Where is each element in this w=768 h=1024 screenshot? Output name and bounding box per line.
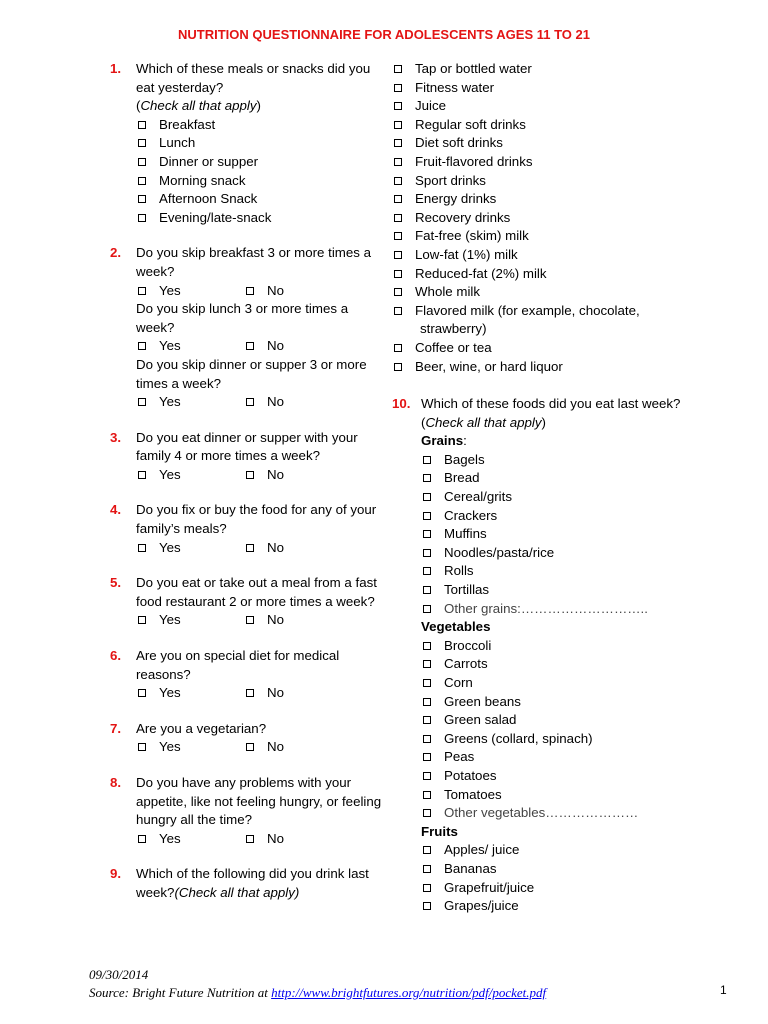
checkbox-option[interactable]: Green beans	[421, 693, 732, 712]
checkbox-option[interactable]: Juice	[392, 97, 732, 116]
checkbox-option[interactable]: Tomatoes	[421, 786, 732, 805]
checkbox-option[interactable]: Afternoon Snack	[136, 190, 390, 209]
question-text: Are you on special diet for medical reasons?	[136, 648, 340, 682]
checkbox-icon[interactable]	[138, 342, 146, 350]
question-number: 8.	[110, 775, 122, 790]
checkbox-icon[interactable]	[246, 743, 254, 751]
yes-no-row	[136, 684, 390, 703]
checkbox-icon[interactable]	[246, 544, 254, 552]
checkbox-icon[interactable]	[394, 214, 402, 222]
yes-no-row	[136, 282, 390, 301]
yes-option[interactable]: Yes	[136, 466, 181, 485]
checkbox-icon[interactable]	[394, 102, 402, 110]
checkbox-option[interactable]: Fruit-flavored drinks	[392, 153, 732, 172]
checkbox-icon[interactable]	[423, 530, 431, 538]
checkbox-option[interactable]: Fat-free (skim) milk	[392, 227, 732, 246]
yes-no-row	[136, 539, 390, 558]
yes-no-row	[136, 337, 390, 356]
question-5	[110, 574, 390, 630]
checkbox-option[interactable]: Beer, wine, or hard liquor	[392, 358, 732, 377]
question-10	[392, 395, 732, 432]
question-text: Do you skip dinner or supper 3 or more times a week?	[136, 356, 367, 391]
checkbox-option[interactable]: Diet soft drinks	[392, 134, 732, 153]
yes-option[interactable]: Yes	[136, 282, 181, 301]
checkbox-icon[interactable]	[138, 689, 146, 697]
checkbox-option[interactable]: Cereal/grits	[421, 488, 732, 507]
checkbox-icon[interactable]	[246, 342, 254, 350]
checkbox-icon[interactable]	[423, 884, 431, 892]
checkbox-icon[interactable]	[394, 307, 402, 315]
checkbox-icon[interactable]	[394, 344, 402, 352]
checkbox-option[interactable]: Morning snack	[136, 172, 390, 191]
checkbox-option[interactable]: Grapes/juice	[421, 897, 732, 916]
right-column	[392, 60, 732, 916]
checkbox-icon[interactable]	[394, 139, 402, 147]
category-heading-fruits: Fruits	[421, 823, 458, 839]
checkbox-icon[interactable]	[138, 158, 146, 166]
question-number: 2.	[110, 245, 122, 261]
instruction-note: (Check all that apply)	[174, 884, 300, 900]
checkbox-icon[interactable]	[394, 65, 402, 73]
checkbox-option[interactable]: Energy drinks	[392, 190, 732, 209]
yes-option[interactable]: Yes	[136, 830, 181, 849]
checkbox-icon[interactable]	[423, 567, 431, 575]
checkbox-option[interactable]: Breakfast	[136, 116, 390, 135]
yes-option[interactable]: Yes	[136, 337, 181, 356]
checkbox-option[interactable]: Coffee or tea	[392, 339, 732, 358]
yes-option[interactable]: Yes	[136, 738, 181, 757]
question-number: 5.	[110, 575, 122, 591]
checkbox-option[interactable]: Low-fat (1%) milk	[392, 246, 732, 265]
checkbox-icon[interactable]	[138, 287, 146, 295]
checkbox-icon[interactable]	[246, 471, 254, 479]
no-option[interactable]: No	[244, 738, 284, 757]
no-option[interactable]: No	[244, 393, 284, 412]
checkbox-icon[interactable]	[423, 791, 431, 799]
checkbox-option[interactable]: Sport drinks	[392, 172, 732, 191]
yes-no-row	[136, 738, 390, 757]
checkbox-icon[interactable]	[423, 586, 431, 594]
question-2	[110, 244, 390, 411]
checkbox-icon[interactable]	[138, 398, 146, 406]
drinks-list	[392, 60, 732, 376]
checkbox-option[interactable]: Muffins	[421, 525, 732, 544]
question-number: 4.	[110, 502, 122, 518]
checkbox-icon[interactable]	[423, 679, 431, 687]
checkbox-option[interactable]: Flavored milk (for example, chocolate,	[392, 302, 732, 321]
checkbox-option[interactable]: Tortillas	[421, 581, 732, 600]
checkbox-icon[interactable]	[138, 177, 146, 185]
question-number: 9.	[110, 866, 122, 882]
instruction-note: (Check all that apply)	[136, 98, 261, 114]
checkbox-icon[interactable]	[246, 287, 254, 295]
checkbox-option[interactable]: Broccoli	[421, 637, 732, 656]
checkbox-icon[interactable]	[394, 121, 402, 129]
checkbox-icon[interactable]	[423, 660, 431, 668]
checkbox-icon[interactable]	[423, 474, 431, 482]
checkbox-icon[interactable]	[423, 642, 431, 650]
no-option[interactable]: No	[244, 830, 284, 849]
question-6	[110, 647, 390, 703]
checkbox-icon[interactable]	[423, 605, 431, 613]
checkbox-icon[interactable]	[394, 232, 402, 240]
no-option[interactable]: No	[244, 337, 284, 356]
question-text: Which of these meals or snacks did you eat yesterday?	[136, 61, 371, 95]
source-link[interactable]: http://www.brightfutures.org/nutrition/pdf/pocket.pdf	[271, 985, 547, 1000]
question-number: 3.	[110, 429, 122, 445]
checkbox-icon[interactable]	[394, 251, 402, 259]
instruction-note: (Check all that apply)	[421, 414, 546, 430]
checkbox-icon[interactable]	[394, 195, 402, 203]
question-7	[110, 720, 390, 757]
checkbox-option[interactable]: Reduced-fat (2%) milk	[392, 265, 732, 284]
question-9	[110, 865, 390, 902]
checkbox-option[interactable]: Greens (collard, spinach)	[421, 730, 732, 749]
question-text: Do you eat dinner or supper with your family 4 or more times a week?	[136, 429, 358, 464]
checkbox-option[interactable]: Bagels	[421, 451, 732, 470]
checkbox-option[interactable]: Whole milk	[392, 283, 732, 302]
other-grains-option[interactable]: Other grains:………………………..	[421, 600, 732, 619]
checkbox-icon[interactable]	[394, 177, 402, 185]
checkbox-icon[interactable]	[246, 398, 254, 406]
checkbox-icon[interactable]	[423, 493, 431, 501]
checkbox-icon[interactable]	[394, 270, 402, 278]
option-continuation: strawberry)	[420, 321, 487, 337]
question-text: Do you eat or take out a meal from a fast food restaurant 2 or more times a week?	[136, 575, 377, 609]
checkbox-option[interactable]: Dinner or supper	[136, 153, 390, 172]
checkbox-option[interactable]: Grapefruit/juice	[421, 879, 732, 898]
page-number: 1	[720, 983, 727, 997]
yes-no-row	[136, 466, 390, 485]
question-text: Do you fix or buy the food for any of your family’s meals?	[136, 502, 377, 537]
checkbox-option[interactable]: Green salad	[421, 711, 732, 730]
checkbox-icon[interactable]	[423, 753, 431, 761]
checkbox-icon[interactable]	[138, 471, 146, 479]
checkbox-icon[interactable]	[423, 735, 431, 743]
checkbox-option[interactable]: Rolls	[421, 562, 732, 581]
checkbox-icon[interactable]	[423, 809, 431, 817]
checkbox-option[interactable]: Bread	[421, 469, 732, 488]
checkbox-option[interactable]: Apples/ juice	[421, 841, 732, 860]
checkbox-icon[interactable]	[394, 84, 402, 92]
checkbox-icon[interactable]	[394, 363, 402, 371]
left-column	[110, 60, 390, 903]
checkbox-icon[interactable]	[138, 743, 146, 751]
checkbox-icon[interactable]	[138, 835, 146, 843]
checkbox-option[interactable]: Crackers	[421, 507, 732, 526]
checkbox-icon[interactable]	[423, 846, 431, 854]
question-1	[110, 60, 390, 227]
checkbox-icon[interactable]	[138, 616, 146, 624]
checkbox-option[interactable]: Corn	[421, 674, 732, 693]
checkbox-icon[interactable]	[138, 139, 146, 147]
checkbox-icon[interactable]	[423, 902, 431, 910]
checkbox-option[interactable]: Carrots	[421, 655, 732, 674]
checkbox-option[interactable]: Bananas	[421, 860, 732, 879]
checkbox-icon[interactable]	[246, 616, 254, 624]
question-number: 1.	[110, 61, 122, 76]
footer-date: 09/30/2014	[89, 967, 149, 982]
checkbox-option[interactable]: Fitness water	[392, 79, 732, 98]
checkbox-option[interactable]: Recovery drinks	[392, 209, 732, 228]
checkbox-icon[interactable]	[423, 865, 431, 873]
checkbox-icon[interactable]	[246, 689, 254, 697]
other-vegetables-option[interactable]: Other vegetables…………………	[421, 804, 732, 823]
checkbox-option[interactable]: Peas	[421, 748, 732, 767]
no-option[interactable]: No	[244, 684, 284, 703]
footer-source: Source: Bright Future Nutrition at http://www.brightfutures.org/nutrition/pdf/pocket.pdf	[89, 985, 547, 1000]
checkbox-option[interactable]: Tap or bottled water	[392, 60, 732, 79]
yes-no-row	[136, 830, 390, 849]
checkbox-icon[interactable]	[394, 288, 402, 296]
yes-no-row	[136, 611, 390, 630]
checkbox-icon[interactable]	[246, 835, 254, 843]
no-option[interactable]: No	[244, 611, 284, 630]
question-text: Do you have any problems with your appetite, like not feeling hungry, or feeling hungry all the time?	[136, 775, 382, 828]
checkbox-icon[interactable]	[423, 716, 431, 724]
question-3	[110, 429, 390, 485]
checkbox-icon[interactable]	[423, 772, 431, 780]
yes-option[interactable]: Yes	[136, 684, 181, 703]
question-text: Do you skip lunch 3 or more times a week?	[136, 301, 349, 335]
checkbox-option[interactable]: Potatoes	[421, 767, 732, 786]
foods-list	[392, 432, 732, 915]
checkbox-icon[interactable]	[138, 195, 146, 203]
checkbox-icon[interactable]	[423, 456, 431, 464]
checkbox-option[interactable]: Regular soft drinks	[392, 116, 732, 135]
question-number: 7.	[110, 720, 122, 736]
checkbox-icon[interactable]	[423, 549, 431, 557]
question-number: 10.	[392, 396, 411, 412]
category-heading-grains: Grains:	[421, 433, 467, 449]
no-option[interactable]: No	[244, 466, 284, 485]
checkbox-option[interactable]: Evening/late-snack	[136, 209, 390, 228]
checkbox-option[interactable]: Noodles/pasta/rice	[421, 544, 732, 563]
question-4	[110, 501, 390, 557]
no-option[interactable]: No	[244, 282, 284, 301]
checkbox-icon[interactable]	[138, 214, 146, 222]
checkbox-option[interactable]: Lunch	[136, 134, 390, 153]
no-option[interactable]: No	[244, 539, 284, 558]
yes-no-row	[136, 393, 390, 412]
yes-option[interactable]: Yes	[136, 393, 181, 412]
question-8	[110, 774, 390, 848]
checkbox-icon[interactable]	[423, 512, 431, 520]
question-text: Are you a vegetarian?	[136, 720, 267, 736]
question-text: Which of the following did you drink last week?(Check all that apply)	[136, 866, 369, 900]
question-number: 6.	[110, 648, 122, 664]
yes-option[interactable]: Yes	[136, 611, 181, 630]
question-text: Do you skip breakfast 3 or more times a week?	[136, 245, 372, 279]
yes-option[interactable]: Yes	[136, 539, 181, 558]
category-heading-vegetables: Vegetables	[421, 619, 491, 635]
checkbox-icon[interactable]	[394, 158, 402, 166]
page-title: NUTRITION QUESTIONNAIRE FOR ADOLESCENTS AGES 11 TO 21	[178, 27, 590, 42]
page-footer	[89, 966, 546, 1002]
checkbox-icon[interactable]	[138, 121, 146, 129]
checkbox-icon[interactable]	[138, 544, 146, 552]
question-text: Which of these foods did you eat last week?	[421, 396, 681, 412]
checkbox-icon[interactable]	[423, 698, 431, 706]
